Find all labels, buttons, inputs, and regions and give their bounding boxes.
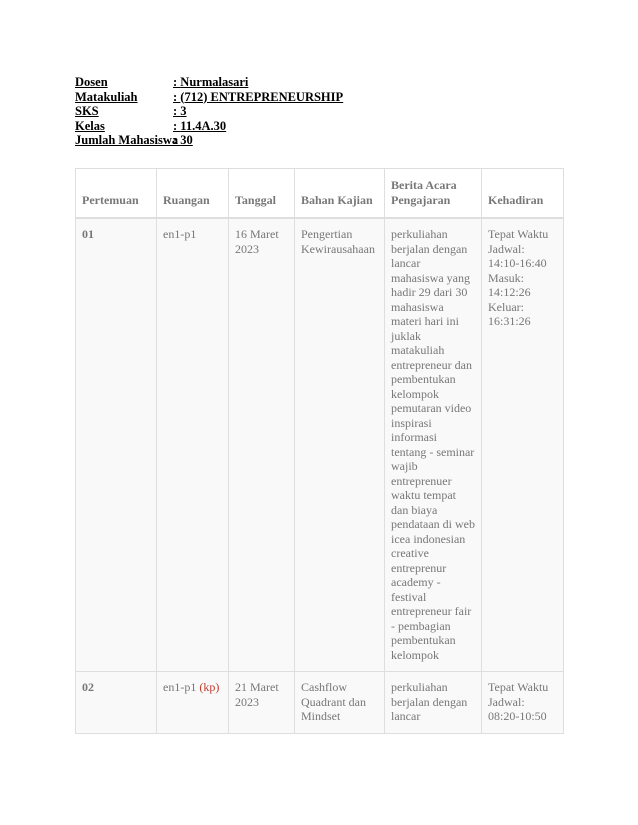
info-row-kelas bbox=[75, 119, 343, 134]
cell-kehadiran bbox=[482, 218, 564, 672]
cell-berita-acara: perkuliahan berjalan dengan lancar mahasiswa yang hadir 29 dari 30 mahasiswa materi hari ini juklak matakuliah entrepreneur dan pembentukan kelompok pemutaran video inspirasi informasi tentang - seminar wajib entreprenuer waktu tempat dan biaya pendataan di web icea indonesian creative entreprenur academy - festival entrepreneur fair - pembagian pembentukan kelompok bbox=[385, 218, 482, 672]
info-value: : 3 bbox=[173, 104, 187, 119]
header-pertemuan: Pertemuan bbox=[76, 169, 157, 219]
cell-bahan-kajian: Pengertian Kewirausahaan bbox=[295, 218, 385, 672]
header-tanggal: Tanggal bbox=[229, 169, 295, 219]
schedule-time: 14:10-16:40 bbox=[488, 256, 547, 270]
cell-ruangan bbox=[157, 672, 229, 734]
info-value: : 11.4A.30 bbox=[173, 119, 226, 134]
cell-pertemuan: 01 bbox=[76, 218, 157, 672]
info-row-matakuliah bbox=[75, 90, 343, 105]
cell-bahan-kajian: Cashflow Quadrant dan Mindset bbox=[295, 672, 385, 734]
header-kehadiran: Kehadiran bbox=[482, 169, 564, 219]
schedule-label: Jadwal: bbox=[488, 241, 525, 256]
info-value: : Nurmalasari bbox=[173, 75, 248, 90]
info-label: Dosen bbox=[75, 75, 108, 89]
header-ruangan: Ruangan bbox=[157, 169, 229, 219]
info-row-sks bbox=[75, 104, 343, 119]
course-info bbox=[75, 75, 343, 148]
info-row-dosen bbox=[75, 75, 343, 90]
checkout-label: Keluar: bbox=[488, 299, 524, 314]
checkin-label: Masuk: bbox=[488, 270, 524, 285]
info-value: : 30 bbox=[173, 133, 193, 148]
cell-pertemuan: 02 bbox=[76, 672, 157, 734]
cell-tanggal: 21 Maret 2023 bbox=[229, 672, 295, 734]
room-code: en1-p1 bbox=[163, 680, 197, 694]
info-label: Kelas bbox=[75, 118, 105, 133]
attendance-table bbox=[75, 168, 564, 734]
room-tag: (kp) bbox=[199, 680, 220, 694]
cell-kehadiran bbox=[482, 672, 564, 734]
header-berita-acara: Berita Acara Pengajaran bbox=[385, 169, 482, 219]
table-row bbox=[76, 672, 564, 734]
schedule-time: 08:20-10:50 bbox=[488, 709, 547, 723]
table-header-row bbox=[76, 169, 564, 219]
info-row-jumlah-mahasiswa bbox=[75, 133, 343, 148]
checkin-time: 14:12:26 bbox=[488, 285, 531, 299]
cell-berita-acara: perkuliahan berjalan dengan lancar bbox=[385, 672, 482, 734]
attendance-status: Tepat Waktu bbox=[488, 227, 549, 241]
info-value: : (712) ENTREPRENEURSHIP bbox=[173, 90, 343, 105]
schedule-label: Jadwal: bbox=[488, 694, 525, 709]
info-label: Jumlah Mahasiswa bbox=[75, 133, 179, 147]
checkout-time: 16:31:26 bbox=[488, 314, 531, 328]
header-bahan-kajian: Bahan Kajian bbox=[295, 169, 385, 219]
attendance-status: Tepat Waktu bbox=[488, 680, 549, 694]
info-label: SKS bbox=[75, 104, 99, 118]
cell-ruangan bbox=[157, 218, 229, 672]
room-code: en1-p1 bbox=[163, 227, 197, 241]
info-label: Matakuliah bbox=[75, 89, 138, 104]
table-row bbox=[76, 218, 564, 672]
cell-tanggal: 16 Maret 2023 bbox=[229, 218, 295, 672]
